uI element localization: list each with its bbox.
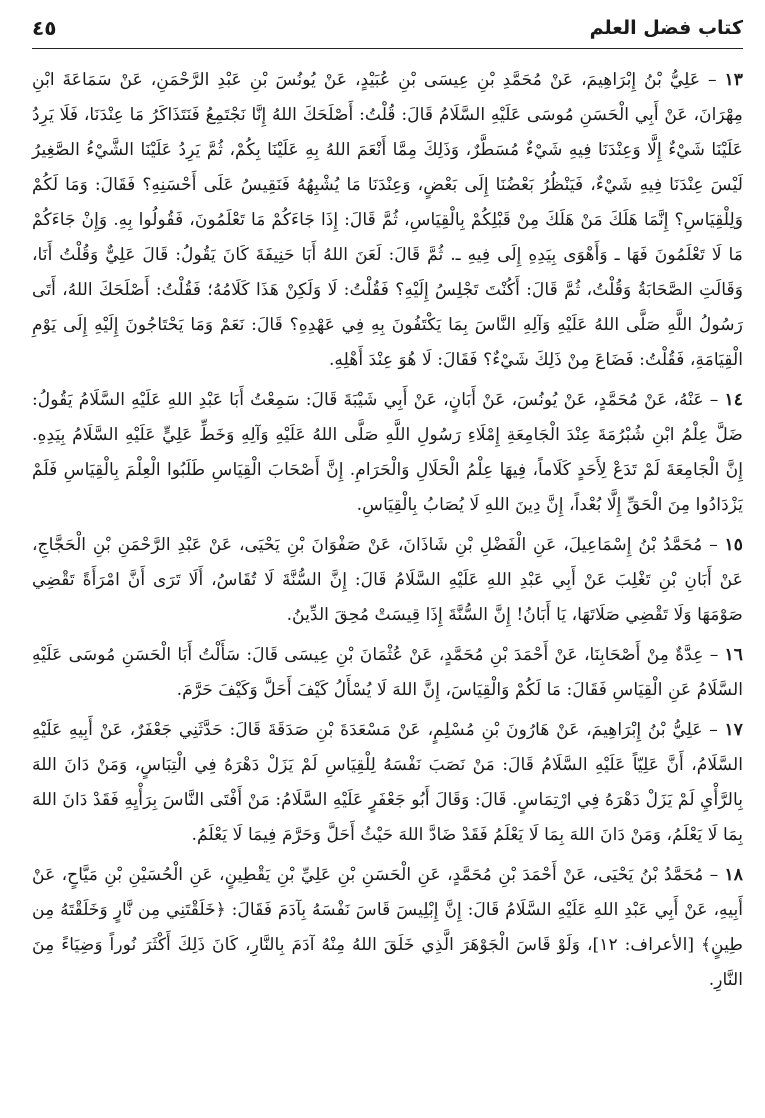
hadith-16: ١٦ – عِدَّةٌ مِنْ أَصْحَابِنَا، عَنْ أَحْمَدَ بْنِ مُحَمَّدٍ، عَنْ عُثْمَانَ بْنِ عِيسَى قَالَ: سَأَلْتُ أَبَا الْحَسَنِ مُوسَى عَلَيْهِ السَّلَامُ عَنِ الْقِيَاسِ فَقَالَ: مَا لَكُمْ وَالْقِيَاسَ، إِنَّ اللهَ لَا يُسْأَلُ كَيْفَ أَحَلَّ وَكَيْفَ حَرَّمَ. bbox=[32, 645, 743, 700]
hadith-text: عَنْهُ، عَنْ مُحَمَّدٍ، عَنْ يُونُسَ، عَنْ أَبَانٍ، عَنْ أَبِي شَيْبَةَ قَالَ: سَمِعْتُ أَبَا عَبْدِ اللهِ عَلَيْهِ السَّلَامُ يَقُولُ: ضَلَّ عِلْمُ ابْنِ شُبْرُمَةَ عِنْدَ الْجَامِعَةِ إِمْلَاءِ رَسُولِ اللَّهِ صَلَّى اللهُ عَلَيْهِ وَآلِهِ وَخَطِّ عَلِيٍّ عَلَيْهِ السَّلَامُ بِيَدِهِ. إِنَّ الْجَامِعَةَ لَمْ تَدَعْ لِأَحَدٍ كَلَاماً، فِيهَا عِلْمُ الْحَلَالِ وَالْحَرَامِ. إِنَّ أَصْحَابَ الْقِيَاسِ طَلَبُوا الْعِلْمَ بِالْقِيَاسِ فَلَمْ يَزْدَادُوا مِنَ الْحَقِّ إِلَّا بُعْداً، إِنَّ دِينَ اللهِ لَا يُصَابُ بِالْقِيَاسِ. bbox=[32, 390, 743, 515]
page-header bbox=[32, 8, 743, 49]
hadith-18: ١٨ – مُحَمَّدُ بْنُ يَحْيَى، عَنْ أَحْمَدَ بْنِ مُحَمَّدٍ، عَنِ الْحَسَنِ بْنِ عَلِيِّ بْنِ يَقْطِينٍ، عَنِ الْحُسَيْنِ بْنِ مَيَّاحٍ، عَنْ أَبِيهِ، عَنْ أَبِي عَبْدِ اللهِ عَلَيْهِ السَّلَامُ قَالَ: إِنَّ إِبْلِيسَ قَاسَ نَفْسَهُ بِآدَمَ فَقَالَ: ﴿خَلَقْتَنِي مِن نَّارٍ وَخَلَقْتَهُ مِن طِينٍ﴾ [الأعراف: ١٢]، وَلَوْ قَاسَ الْجَوْهَرَ الَّذِي خَلَقَ اللهُ مِنْهُ آدَمَ بِالنَّارِ، كَانَ ذَلِكَ أَكْثَرَ نُوراً وَضِيَاءً مِنَ النَّارِ. bbox=[32, 865, 743, 990]
hadith-number: ١٦ bbox=[724, 645, 743, 665]
hadith-number: ١٣ bbox=[724, 70, 743, 90]
hadith-text: مُحَمَّدُ بْنُ إِسْمَاعِيلَ، عَنِ الْفَضْلِ بْنِ شَاذَانَ، عَنْ صَفْوَانَ بْنِ يَحْيَى، عَنْ عَبْدِ الرَّحْمَنِ بْنِ الْحَجَّاجِ، عَنْ أَبَانِ بْنِ تَغْلِبَ عَنْ أَبِي عَبْدِ اللهِ عَلَيْهِ السَّلَامُ قَالَ: إِنَّ السُّنَّةَ لَا تُقَاسُ، أَلَا تَرَى أَنَّ امْرَأَةً تَقْضِي صَوْمَهَا وَلَا تَقْضِي صَلَاتَهَا، يَا أَبَانُ! إِنَّ السُّنَّةَ إِذَا قِيسَتْ مُحِقَ الدِّينُ. bbox=[32, 535, 743, 625]
hadith-text: عِدَّةٌ مِنْ أَصْحَابِنَا، عَنْ أَحْمَدَ بْنِ مُحَمَّدٍ، عَنْ عُثْمَانَ بْنِ عِيسَى قَالَ: سَأَلْتُ أَبَا الْحَسَنِ مُوسَى عَلَيْهِ السَّلَامُ عَنِ الْقِيَاسِ فَقَالَ: مَا لَكُمْ وَالْقِيَاسَ، إِنَّ اللهَ لَا يُسْأَلُ كَيْفَ أَحَلَّ وَكَيْفَ حَرَّمَ. bbox=[32, 645, 743, 700]
hadith-14: ١٤ – عَنْهُ، عَنْ مُحَمَّدٍ، عَنْ يُونُسَ، عَنْ أَبَانٍ، عَنْ أَبِي شَيْبَةَ قَالَ: سَمِعْتُ أَبَا عَبْدِ اللهِ عَلَيْهِ السَّلَامُ يَقُولُ: ضَلَّ عِلْمُ ابْنِ شُبْرُمَةَ عِنْدَ الْجَامِعَةِ إِمْلَاءِ رَسُولِ اللَّهِ صَلَّى اللهُ عَلَيْهِ وَآلِهِ وَخَطِّ عَلِيٍّ عَلَيْهِ السَّلَامُ بِيَدِهِ. إِنَّ الْجَامِعَةَ لَمْ تَدَعْ لِأَحَدٍ كَلَاماً، فِيهَا عِلْمُ الْحَلَالِ وَالْحَرَامِ. إِنَّ أَصْحَابَ الْقِيَاسِ طَلَبُوا الْعِلْمَ بِالْقِيَاسِ فَلَمْ يَزْدَادُوا مِنَ الْحَقِّ إِلَّا بُعْداً، إِنَّ دِينَ اللهِ لَا يُصَابُ بِالْقِيَاسِ. bbox=[32, 390, 743, 515]
hadith-15: ١٥ – مُحَمَّدُ بْنُ إِسْمَاعِيلَ، عَنِ الْفَضْلِ بْنِ شَاذَانَ، عَنْ صَفْوَانَ بْنِ يَحْيَى، عَنْ عَبْدِ الرَّحْمَنِ بْنِ الْحَجَّاجِ، عَنْ أَبَانِ بْنِ تَغْلِبَ عَنْ أَبِي عَبْدِ اللهِ عَلَيْهِ السَّلَامُ قَالَ: إِنَّ السُّنَّةَ لَا تُقَاسُ، أَلَا تَرَى أَنَّ امْرَأَةً تَقْضِي صَوْمَهَا وَلَا تَقْضِي صَلَاتَهَا، يَا أَبَانُ! إِنَّ السُّنَّةَ إِذَا قِيسَتْ مُحِقَ الدِّينُ. bbox=[32, 535, 743, 625]
hadith-13: ١٣ – عَلِيُّ بْنُ إِبْرَاهِيمَ، عَنْ مُحَمَّدِ بْنِ عِيسَى بْنِ عُبَيْدٍ، عَنْ يُونُسَ بْنِ عَبْدِ الرَّحْمَنِ، عَنْ سَمَاعَةَ ابْنِ مِهْرَانَ، عَنْ أَبِي الْحَسَنِ مُوسَى عَلَيْهِ السَّلَامُ قَالَ: قُلْتُ: أَصْلَحَكَ اللهُ إِنَّا نَجْتَمِعُ فَنَتَذَاكَرُ مَا عِنْدَنَا، فَلَا يَرِدُ عَلَيْنَا شَيْءٌ إِلَّا وَعِنْدَنَا فِيهِ شَيْءٌ مُسَطَّرٌ، وَذَلِكَ مِمَّا أَنْعَمَ اللهُ بِهِ عَلَيْنَا بِكُمْ، ثُمَّ يَرِدُ عَلَيْنَا الشَّيْءُ الصَّغِيرُ لَيْسَ عِنْدَنَا فِيهِ شَيْءٌ، فَيَنْظُرُ بَعْضُنَا إِلَى بَعْضٍ، وَعِنْدَنَا مَا يُشْبِهُهُ فَنَقِيسُ عَلَى أَحْسَنِهِ؟ فَقَالَ: وَمَا لَكُمْ وَلِلْقِيَاسِ؟ إِنَّمَا هَلَكَ مَنْ هَلَكَ مِنْ قَبْلِكُمْ بِالْقِيَاسِ، ثُمَّ قَالَ: إِذَا جَاءَكُمْ مَا تَعْلَمُونَ، فَقُولُوا بِهِ. وَإِنْ جَاءَكُمْ مَا لَا تَعْلَمُونَ فَهَا ـ وَأَهْوَى بِيَدِهِ إِلَى فِيهِ ـ. ثُمَّ قَالَ: لَعَنَ اللهُ أَبَا حَنِيفَةَ كَانَ يَقُولُ: قَالَ عَلِيٌّ وَقُلْتُ أَنَا، وَقَالَتِ الصَّحَابَةُ وَقُلْتُ، ثُمَّ قَالَ: أَكُنْتَ تَجْلِسُ إِلَيْهِ؟ فَقُلْتُ: لَا وَلَكِنْ هَذَا كَلَامُهُ؛ فَقُلْتُ: أَصْلَحَكَ اللهُ، أَتَى رَسُولُ اللَّهِ صَلَّى اللهُ عَلَيْهِ وَآلِهِ النَّاسَ بِمَا يَكْتَفُونَ بِهِ فِي عَهْدِهِ؟ قَالَ: نَعَمْ وَمَا يَحْتَاجُونَ إِلَيْهِ إِلَى يَوْمِ الْقِيَامَةِ، فَقُلْتُ: فَضَاعَ مِنْ ذَلِكَ شَيْءٌ؟ فَقَالَ: لَا هُوَ عِنْدَ أَهْلِهِ. bbox=[32, 70, 743, 370]
hadith-text: مُحَمَّدُ بْنُ يَحْيَى، عَنْ أَحْمَدَ بْنِ مُحَمَّدٍ، عَنِ الْحَسَنِ بْنِ عَلِيِّ بْنِ يَقْطِينٍ، عَنِ الْحُسَيْنِ بْنِ مَيَّاحٍ، عَنْ أَبِيهِ، عَنْ أَبِي عَبْدِ اللهِ عَلَيْهِ السَّلَامُ قَالَ: إِنَّ إِبْلِيسَ قَاسَ نَفْسَهُ بِآدَمَ فَقَالَ: ﴿خَلَقْتَنِي مِن نَّارٍ وَخَلَقْتَهُ مِن طِينٍ﴾ [الأعراف: ١٢]، وَلَوْ قَاسَ الْجَوْهَرَ الَّذِي خَلَقَ اللهُ مِنْهُ آدَمَ بِالنَّارِ، كَانَ ذَلِكَ أَكْثَرَ نُوراً وَضِيَاءً مِنَ النَّارِ. bbox=[32, 865, 743, 990]
hadith-number: ١٥ bbox=[724, 535, 743, 555]
hadith-number: ١٤ bbox=[724, 390, 743, 410]
hadith-text: عَلِيُّ بْنُ إِبْرَاهِيمَ، عَنْ هَارُونَ بْنِ مُسْلِمٍ، عَنْ مَسْعَدَةَ بْنِ صَدَقَةَ قَالَ: حَدَّثَنِي جَعْفَرٌ، عَنْ أَبِيهِ عَلَيْهِ السَّلَامُ، أَنَّ عَلِيّاً عَلَيْهِ السَّلَامُ قَالَ: مَنْ نَصَبَ نَفْسَهُ لِلْقِيَاسِ لَمْ يَزَلْ دَهْرَهُ فِي الْتِبَاسٍ، وَمَنْ دَانَ اللهَ بِالرَّأْيِ لَمْ يَزَلْ دَهْرَهُ فِي ارْتِمَاسٍ. قَالَ: وَقَالَ أَبُو جَعْفَرٍ عَلَيْهِ السَّلَامُ: مَنْ أَفْتَى النَّاسَ بِرَأْيِهِ فَقَدْ دَانَ اللهَ بِمَا لَا يَعْلَمُ، وَمَنْ دَانَ اللهَ بِمَا لَا يَعْلَمُ فَقَدْ ضَادَّ اللهَ حَيْثُ أَحَلَّ وَحَرَّمَ فِيمَا لَا يَعْلَمُ. bbox=[32, 720, 743, 845]
hadith-number: ١٧ bbox=[724, 720, 743, 740]
hadith-number: ١٨ bbox=[724, 865, 743, 885]
page-number: ٤٥ bbox=[32, 16, 57, 40]
running-title: كتاب فضل العلم bbox=[589, 17, 743, 39]
book-page bbox=[32, 8, 743, 1118]
hadith-text: عَلِيُّ بْنُ إِبْرَاهِيمَ، عَنْ مُحَمَّدِ بْنِ عِيسَى بْنِ عُبَيْدٍ، عَنْ يُونُسَ بْنِ عَبْدِ الرَّحْمَنِ، عَنْ سَمَاعَةَ ابْنِ مِهْرَانَ، عَنْ أَبِي الْحَسَنِ مُوسَى عَلَيْهِ السَّلَامُ قَالَ: قُلْتُ: أَصْلَحَكَ اللهُ إِنَّا نَجْتَمِعُ فَنَتَذَاكَرُ مَا عِنْدَنَا، فَلَا يَرِدُ عَلَيْنَا شَيْءٌ إِلَّا وَعِنْدَنَا فِيهِ شَيْءٌ مُسَطَّرٌ، وَذَلِكَ مِمَّا أَنْعَمَ اللهُ بِهِ عَلَيْنَا بِكُمْ، ثُمَّ يَرِدُ عَلَيْنَا الشَّيْءُ الصَّغِيرُ لَيْسَ عِنْدَنَا فِيهِ شَيْءٌ، فَيَنْظُرُ بَعْضُنَا إِلَى بَعْضٍ، وَعِنْدَنَا مَا يُشْبِهُهُ فَنَقِيسُ عَلَى أَحْسَنِهِ؟ فَقَالَ: وَمَا لَكُمْ وَلِلْقِيَاسِ؟ إِنَّمَا هَلَكَ مَنْ هَلَكَ مِنْ قَبْلِكُمْ بِالْقِيَاسِ، ثُمَّ قَالَ: إِذَا جَاءَكُمْ مَا تَعْلَمُونَ، فَقُولُوا بِهِ. وَإِنْ جَاءَكُمْ مَا لَا تَعْلَمُونَ فَهَا ـ وَأَهْوَى بِيَدِهِ إِلَى فِيهِ ـ. ثُمَّ قَالَ: لَعَنَ اللهُ أَبَا حَنِيفَةَ كَانَ يَقُولُ: قَالَ عَلِيٌّ وَقُلْتُ أَنَا، وَقَالَتِ الصَّحَابَةُ وَقُلْتُ، ثُمَّ قَالَ: أَكُنْتَ تَجْلِسُ إِلَيْهِ؟ فَقُلْتُ: لَا وَلَكِنْ هَذَا كَلَامُهُ؛ فَقُلْتُ: أَصْلَحَكَ اللهُ، أَتَى رَسُولُ اللَّهِ صَلَّى اللهُ عَلَيْهِ وَآلِهِ النَّاسَ بِمَا يَكْتَفُونَ بِهِ فِي عَهْدِهِ؟ قَالَ: نَعَمْ وَمَا يَحْتَاجُونَ إِلَيْهِ إِلَى يَوْمِ الْقِيَامَةِ، فَقُلْتُ: فَضَاعَ مِنْ ذَلِكَ شَيْءٌ؟ فَقَالَ: لَا هُوَ عِنْدَ أَهْلِهِ. bbox=[32, 70, 743, 370]
hadith-17: ١٧ – عَلِيُّ بْنُ إِبْرَاهِيمَ، عَنْ هَارُونَ بْنِ مُسْلِمٍ، عَنْ مَسْعَدَةَ بْنِ صَدَقَةَ قَالَ: حَدَّثَنِي جَعْفَرٌ، عَنْ أَبِيهِ عَلَيْهِ السَّلَامُ، أَنَّ عَلِيّاً عَلَيْهِ السَّلَامُ قَالَ: مَنْ نَصَبَ نَفْسَهُ لِلْقِيَاسِ لَمْ يَزَلْ دَهْرَهُ فِي الْتِبَاسٍ، وَمَنْ دَانَ اللهَ بِالرَّأْيِ لَمْ يَزَلْ دَهْرَهُ فِي ارْتِمَاسٍ. قَالَ: وَقَالَ أَبُو جَعْفَرٍ عَلَيْهِ السَّلَامُ: مَنْ أَفْتَى النَّاسَ بِرَأْيِهِ فَقَدْ دَانَ اللهَ بِمَا لَا يَعْلَمُ، وَمَنْ دَانَ اللهَ بِمَا لَا يَعْلَمُ فَقَدْ ضَادَّ اللهَ حَيْثُ أَحَلَّ وَحَرَّمَ فِيمَا لَا يَعْلَمُ. bbox=[32, 720, 743, 845]
